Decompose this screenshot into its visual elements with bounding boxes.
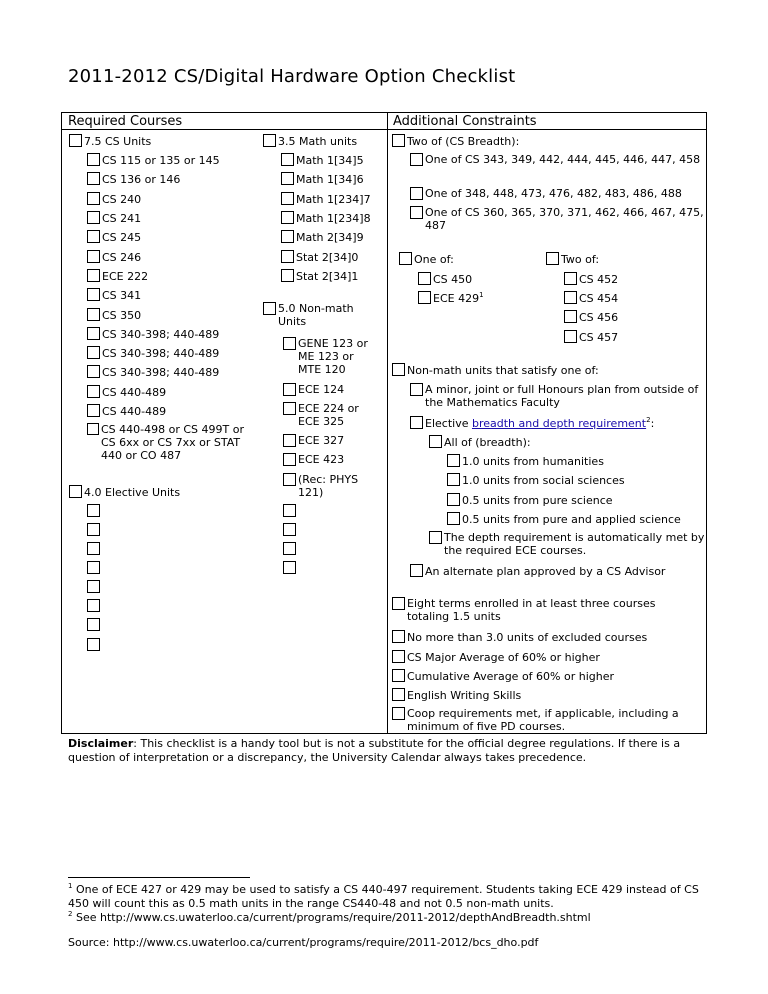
cs-item [87,308,141,322]
math-units-checkbox[interactable] [263,134,276,147]
constraint-item-label: CS Major Average of 60% or higher [407,651,600,664]
breadth-sub-item-checkbox[interactable] [447,512,460,525]
constraint-item [392,707,707,733]
breadth-depth-link[interactable]: breadth and depth requirement [471,417,647,430]
cs-item-label: CS 241 [102,212,142,225]
cs-item-checkbox[interactable] [87,153,100,166]
elective-box-checkbox[interactable] [87,599,100,612]
cs-item [87,346,219,360]
breadth-item-label: One of CS 360, 365, 370, 371, 462, 466, 467, 475, 487 [425,206,704,232]
cs-item-checkbox[interactable] [87,308,100,321]
cs-item-checkbox[interactable] [87,423,99,435]
cs-item-label: CS 240 [102,193,142,206]
constraint-item-checkbox[interactable] [392,650,405,663]
elective-box [87,618,102,632]
cs-item-checkbox[interactable] [87,327,100,340]
one-of-group [399,252,454,266]
alternate-label: An alternate plan approved by a CS Advisor [425,565,666,578]
math-units-label: 3.5 Math units [278,135,358,148]
constraint-item-checkbox[interactable] [392,707,405,720]
cs-item [87,230,141,244]
cs-item-checkbox[interactable] [87,385,100,398]
footnote-2 [68,911,728,925]
nonmath-item [283,453,368,467]
one-of-item [418,272,472,286]
elective-box [87,561,102,575]
breadth-sub-item [447,454,604,468]
elective-box-checkbox[interactable] [87,542,100,555]
breadth-sub-item-label: 1.0 units from humanities [462,455,604,468]
math-units-group [263,134,357,148]
nonmath-item-label: ECE 124 [298,383,345,396]
cs-item-label: CS 350 [102,309,142,322]
cs-item-label: CS 440-489 [102,405,167,418]
elective-box-checkbox[interactable] [87,561,100,574]
cs-item [87,153,220,167]
breadth-item-checkbox[interactable] [410,187,423,200]
breadth-item [410,153,710,167]
one-of-item-label: CS 450 [433,273,473,286]
two-of-item [564,310,618,324]
alternate-checkbox[interactable] [410,564,423,577]
nonmath-item-checkbox[interactable] [283,434,296,447]
math-item-label: Math 1[34]5 [296,154,364,167]
cs-item [87,404,166,418]
footnote-1 [68,883,708,911]
two-of-item-checkbox[interactable] [564,272,577,285]
cs-item-label: CS 245 [102,231,142,244]
math-item [281,153,364,167]
math-item [281,250,358,264]
math-item [281,230,364,244]
depth-checkbox[interactable] [429,531,442,544]
cs-item-checkbox[interactable] [87,269,100,282]
two-of-item-label: CS 456 [579,311,619,324]
cs-item-checkbox[interactable] [87,211,100,224]
cs-item-checkbox[interactable] [87,404,100,417]
nonmath-item-checkbox[interactable] [283,453,296,466]
two-of-item-checkbox[interactable] [564,291,577,304]
all-of-option [429,435,531,449]
two-of-label: Two of: [561,253,600,266]
two-of-item-label: CS 452 [579,273,619,286]
math-item-checkbox[interactable] [281,153,294,166]
two-of-item-checkbox[interactable] [564,310,577,323]
math-item-label: Math 1[234]8 [296,212,371,225]
disclaimer [68,737,708,765]
cs-item [87,269,148,283]
minor-checkbox[interactable] [410,383,423,396]
math-item-checkbox[interactable] [281,250,294,263]
depth-option [429,531,706,557]
breadth-item-checkbox[interactable] [410,153,423,166]
required-courses-header: Required Courses [62,113,387,130]
breadth-checkbox[interactable] [392,134,405,147]
nonmath-satisfy-checkbox[interactable] [392,363,405,376]
elective-box [87,599,102,613]
elective-option [410,416,654,430]
elective-box [87,504,102,518]
cs-item [87,192,141,206]
constraint-item-checkbox[interactable] [392,688,405,701]
cs-item [87,172,180,186]
constraint-item-checkbox[interactable] [392,630,405,643]
column-divider [387,113,388,733]
nonmath-item [283,434,368,448]
nonmath-item [283,383,368,397]
constraint-item-checkbox[interactable] [392,597,405,610]
cs-item-checkbox[interactable] [87,230,100,243]
nonmath-box-checkbox[interactable] [283,523,296,536]
nonmath-box-checkbox[interactable] [283,504,296,517]
nonmath-box-checkbox[interactable] [283,542,296,555]
all-of-label: All of (breadth): [444,436,531,449]
nonmath-item [283,337,368,376]
two-of-item [564,330,618,344]
elective-box [87,638,102,652]
nonmath-box [283,561,298,575]
cs-item [87,288,141,302]
additional-constraints-header: Additional Constraints [387,113,706,130]
math-item [281,192,371,206]
constraint-item [392,650,600,664]
cs-item-label: CS 115 or 135 or 145 [102,154,220,167]
math-item [281,211,371,225]
constraint-item-label: Coop requirements met, if applicable, including a minimum of five PD courses. [407,707,679,733]
cs-item [87,385,166,399]
nonmath-item-label: ECE 224 or ECE 325 [298,402,359,428]
nonmath-box [283,523,298,537]
constraint-item-label: Eight terms enrolled in at least three courses totaling 1.5 units [407,597,656,623]
one-of-item-label: ECE 429 [433,292,480,305]
cs-units-checkbox[interactable] [69,134,82,147]
cs-item-label: CS 440-489 [102,386,167,399]
elective-box [87,580,102,594]
two-of-item-label: CS 457 [579,331,619,344]
nonmath-box [283,542,298,556]
source-line: Source: http://www.cs.uwaterloo.ca/current/programs/require/2011-2012/bcs_dho.pdf [68,936,539,949]
elective-box-checkbox[interactable] [87,638,100,651]
constraint-item-label: English Writing Skills [407,689,522,702]
breadth-sub-item [447,512,681,526]
constraint-item-checkbox[interactable] [392,669,405,682]
cs-item [87,250,141,264]
nonmath-item-checkbox[interactable] [283,337,296,350]
cs-item-label: CS 440-498 or CS 499T or CS 6xx or CS 7xx or STAT 440 or CO 487 [101,423,244,462]
elective-box [87,542,102,556]
nonmath-box [283,504,298,518]
breadth-sub-item [447,493,613,507]
cs-item-label: ECE 222 [102,270,149,283]
elective-option-checkbox[interactable] [410,416,423,429]
two-of-item-checkbox[interactable] [564,330,577,343]
cs-item-label: CS 341 [102,289,142,302]
cs-item-checkbox[interactable] [87,288,100,301]
footnote-ref-1: 1 [479,291,484,299]
breadth-item [410,187,710,201]
elective-option-prefix: Elective [425,417,472,430]
math-item [281,269,358,283]
two-of-group [546,252,599,266]
cs-item-label: CS 340-398; 440-489 [102,347,220,360]
math-item-label: Math 1[34]6 [296,173,364,186]
math-item-label: Stat 2[34]0 [296,251,359,264]
math-item-checkbox[interactable] [281,269,294,282]
elective-label: 4.0 Elective Units [84,486,181,499]
breadth-label: Two of (CS Breadth): [407,135,520,148]
nonmath-box-checkbox[interactable] [283,561,296,574]
cs-item [87,365,219,379]
nonmath-item [283,402,370,428]
two-of-item [564,272,618,286]
breadth-sub-item-label: 0.5 units from pure and applied science [462,513,681,526]
constraint-item [392,597,697,623]
elective-box-checkbox[interactable] [87,504,100,517]
cs-item-label: CS 340-398; 440-489 [102,328,220,341]
elective-box-checkbox[interactable] [87,618,100,631]
breadth-sub-item-label: 1.0 units from social sciences [462,474,625,487]
two-of-item-label: CS 454 [579,292,619,305]
disclaimer-text: : This checklist is a handy tool but is not a substitute for the official degree regulations. If there is a question of interpretation or a discrepancy, the University Calendar always takes precedence. [68,737,681,764]
one-of-item-checkbox[interactable] [418,291,431,304]
footnote-divider [68,877,250,878]
nonmath-satisfy-group [392,363,599,377]
breadth-group [392,134,519,148]
math-item-checkbox[interactable] [281,172,294,185]
math-item-label: Math 1[234]7 [296,193,371,206]
math-item-checkbox[interactable] [281,192,294,205]
cs-item-checkbox[interactable] [87,250,100,263]
math-item-checkbox[interactable] [281,211,294,224]
nonmath-item-checkbox[interactable] [283,402,296,415]
constraint-item-label: Cumulative Average of 60% or higher [407,670,615,683]
cs-item-last [87,423,261,462]
cs-item-checkbox[interactable] [87,172,100,185]
nonmath-units-checkbox[interactable] [263,302,276,315]
nonmath-item-label: GENE 123 or ME 123 or MTE 120 [298,337,368,376]
nonmath-item-checkbox[interactable] [283,383,296,396]
nonmath-item-label: (Rec: PHYS 121) [298,473,359,499]
cs-item [87,327,219,341]
nonmath-item [283,473,370,499]
cs-item-label: CS 136 or 146 [102,173,181,186]
disclaimer-label: Disclaimer [68,737,134,750]
two-of-checkbox[interactable] [546,252,559,265]
footnote-2-mark: 2 [68,910,73,918]
one-of-label: One of: [414,253,454,266]
nonmath-item-label: ECE 423 [298,453,345,466]
cs-item-checkbox[interactable] [87,346,100,359]
constraint-item [392,630,647,644]
cs-units-label: 7.5 CS Units [84,135,152,148]
elective-option-suffix: : [650,417,655,430]
breadth-item-label: One of CS 343, 349, 442, 444, 445, 446, 447, 458 [425,153,701,166]
math-item [281,172,364,186]
breadth-sub-item-checkbox[interactable] [447,493,460,506]
cs-units-group [69,134,151,148]
constraint-item-label: No more than 3.0 units of excluded courses [407,631,648,644]
elective-group [69,485,180,499]
elective-box-checkbox[interactable] [87,523,100,536]
cs-item [87,211,141,225]
minor-label: A minor, joint or full Honours plan from outside of the Mathematics Faculty [425,383,699,409]
one-of-item [418,291,484,305]
minor-option [410,383,710,409]
depth-label: The depth requirement is automatically met by the required ECE courses. [444,531,705,557]
alternate-option [410,564,665,578]
footnote-1-mark: 1 [68,882,73,890]
nonmath-units-group [263,302,368,328]
breadth-item [410,206,710,232]
math-item-checkbox[interactable] [281,230,294,243]
constraint-item [392,688,521,702]
nonmath-item-checkbox[interactable] [283,473,296,486]
nonmath-item-label: ECE 327 [298,434,345,447]
nonmath-satisfy-label: Non-math units that satisfy one of: [407,364,599,377]
breadth-sub-item-checkbox[interactable] [447,473,460,486]
breadth-sub-item-checkbox[interactable] [447,454,460,467]
breadth-item-label: One of 348, 448, 473, 476, 482, 483, 486, 488 [425,187,682,200]
constraint-item [392,669,614,683]
cs-item-checkbox[interactable] [87,365,100,378]
one-of-item-checkbox[interactable] [418,272,431,285]
nonmath-units-label: 5.0 Non-math Units [278,302,354,328]
elective-box [87,523,102,537]
page-title: 2011-2012 CS/Digital Hardware Option Checklist [68,66,516,87]
two-of-item [564,291,618,305]
one-of-checkbox[interactable] [399,252,412,265]
math-item-label: Stat 2[34]1 [296,270,359,283]
footnote-1-text: One of ECE 427 or 429 may be used to satisfy a CS 440-497 requirement. Students taking ECE 429 instead of CS 450 will count this as 0.5 math units in the range CS440-48 and not 0.5 non-math units. [68,883,699,910]
cs-item-checkbox[interactable] [87,192,100,205]
breadth-sub-item [447,473,625,487]
math-item-label: Math 2[34]9 [296,231,364,244]
cs-item-label: CS 340-398; 440-489 [102,366,220,379]
cs-item-label: CS 246 [102,251,142,264]
breadth-sub-item-label: 0.5 units from pure science [462,494,613,507]
footnote-ref-2: 2 [646,416,651,424]
all-of-checkbox[interactable] [429,435,442,448]
elective-checkbox[interactable] [69,485,82,498]
footnote-2-text: See http://www.cs.uwaterloo.ca/current/programs/require/2011-2012/depthAndBreadth.shtml [72,911,591,924]
breadth-item-checkbox[interactable] [410,206,423,219]
elective-box-checkbox[interactable] [87,580,100,593]
